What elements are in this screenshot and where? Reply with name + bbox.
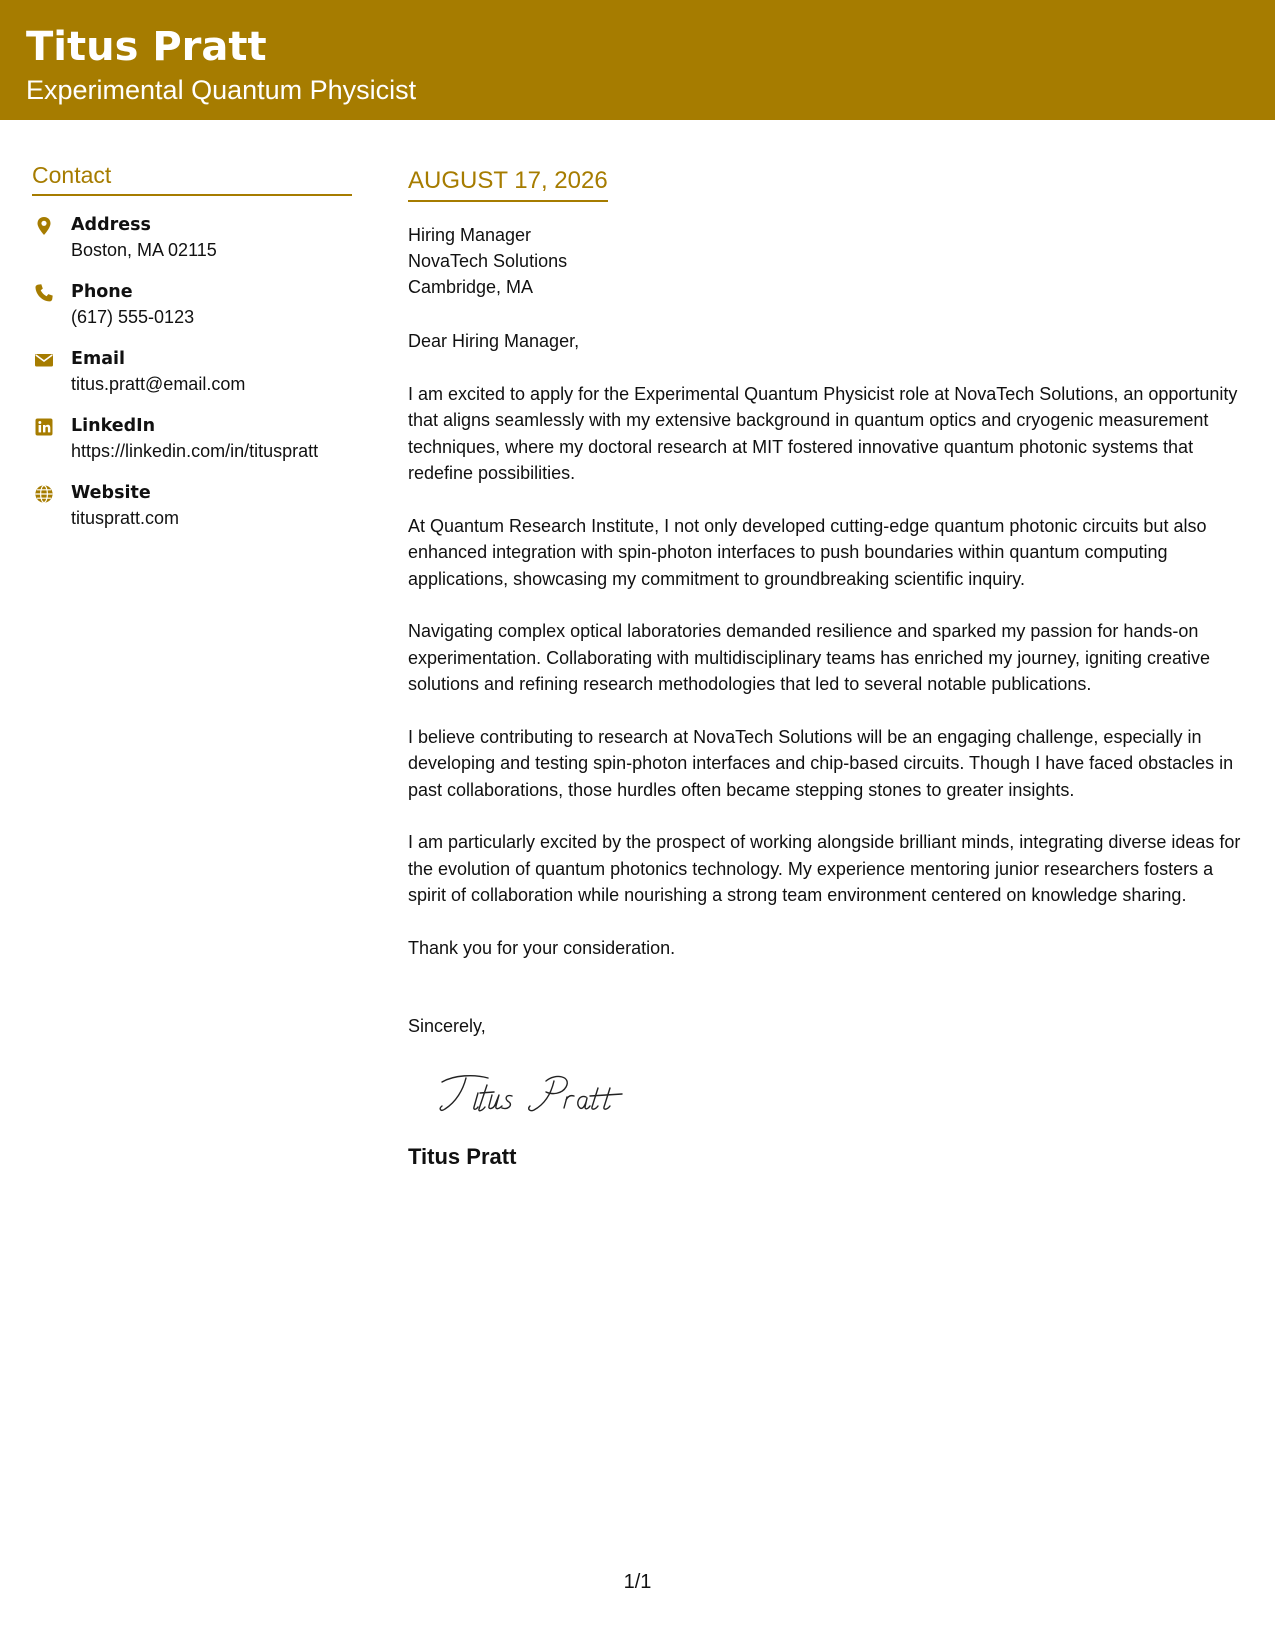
contact-label: Phone: [71, 282, 133, 302]
email-value[interactable]: titus.pratt@email.com: [71, 374, 246, 394]
contact-item-address: [32, 213, 352, 263]
linkedin-icon: [34, 417, 54, 437]
applicant-name: Titus Pratt: [26, 24, 267, 70]
contact-heading: Contact: [32, 162, 352, 196]
recipient-block: [408, 222, 1248, 300]
address-value: Boston, MA 02115: [71, 240, 217, 260]
closing: Sincerely,: [408, 1016, 486, 1036]
website-value[interactable]: tituspratt.com: [71, 508, 180, 528]
contact-item-email: [32, 347, 352, 397]
letter-date: AUGUST 17, 2026: [408, 164, 608, 202]
contact-label: Address: [71, 215, 151, 235]
page-number: 1/1: [623, 1571, 652, 1593]
letter-body: [408, 164, 1248, 1170]
recipient-line: Hiring Manager: [408, 225, 532, 245]
globe-icon: [34, 484, 54, 504]
recipient-line: NovaTech Solutions: [408, 251, 568, 271]
linkedin-value[interactable]: https://linkedin.com/in/tituspratt: [71, 441, 319, 461]
contact-label: LinkedIn: [71, 416, 156, 436]
letter-paragraph: Navigating complex optical laboratories demanded resilience and sparked my passion for hands-on experimentation. Collaborating with multidisciplinary teams has enriched my journey, igniting creative solutions and refining research methodologies that led to several notable publications.: [408, 621, 1211, 694]
contact-sidebar: [32, 162, 352, 531]
contact-label: Email: [71, 349, 125, 369]
signer-name: Titus Pratt: [408, 1143, 517, 1169]
signature-image: [436, 1066, 636, 1122]
letter-paragraph: Thank you for your consideration.: [408, 937, 676, 958]
contact-item-linkedin: [32, 414, 352, 464]
contact-item-phone: [32, 280, 352, 330]
recipient-line: Cambridge, MA: [408, 277, 534, 297]
letter-paragraph: At Quantum Research Institute, I not only developed cutting-edge quantum photonic circuits but also enhanced integration with spin-photon interfaces to push boundaries within quantum computing applications, showcasing my commitment to groundbreaking scientific inquiry.: [408, 515, 1207, 589]
letter-paragraph: I believe contributing to research at NovaTech Solutions will be an engaging challenge, especially in developing and testing spin-photon interfaces and chip-based circuits. Though I have faced obstacles in past collaborations, those hurdles often became stepping stones to greater insights.: [408, 726, 1234, 800]
salutation: Dear Hiring Manager,: [408, 331, 580, 351]
phone-value: (617) 555-0123: [71, 307, 195, 327]
letter-paragraph: I am particularly excited by the prospect of working alongside brilliant minds, integrating diverse ideas for the evolution of quantum photonics technology. My experience mentoring junior researchers fosters a spirit of collaboration while nourishing a strong team environment centered on knowledge sharing.: [408, 832, 1241, 905]
page-header: [0, 0, 1275, 120]
letter-paragraph: I am excited to apply for the Experimental Quantum Physicist role at NovaTech Solutions, an opportunity that aligns seamlessly with my extensive background in quantum optics and cryogenic measurement techniques, where my doctoral research at MIT fostered innovative quantum photonic systems that redefine possibilities.: [408, 383, 1238, 483]
contact-label: Website: [71, 483, 151, 503]
applicant-title: Experimental Quantum Physicist: [26, 75, 417, 105]
envelope-icon: [34, 350, 54, 370]
phone-icon: [34, 283, 54, 303]
contact-item-website: [32, 481, 352, 531]
map-pin-icon: [34, 216, 54, 236]
